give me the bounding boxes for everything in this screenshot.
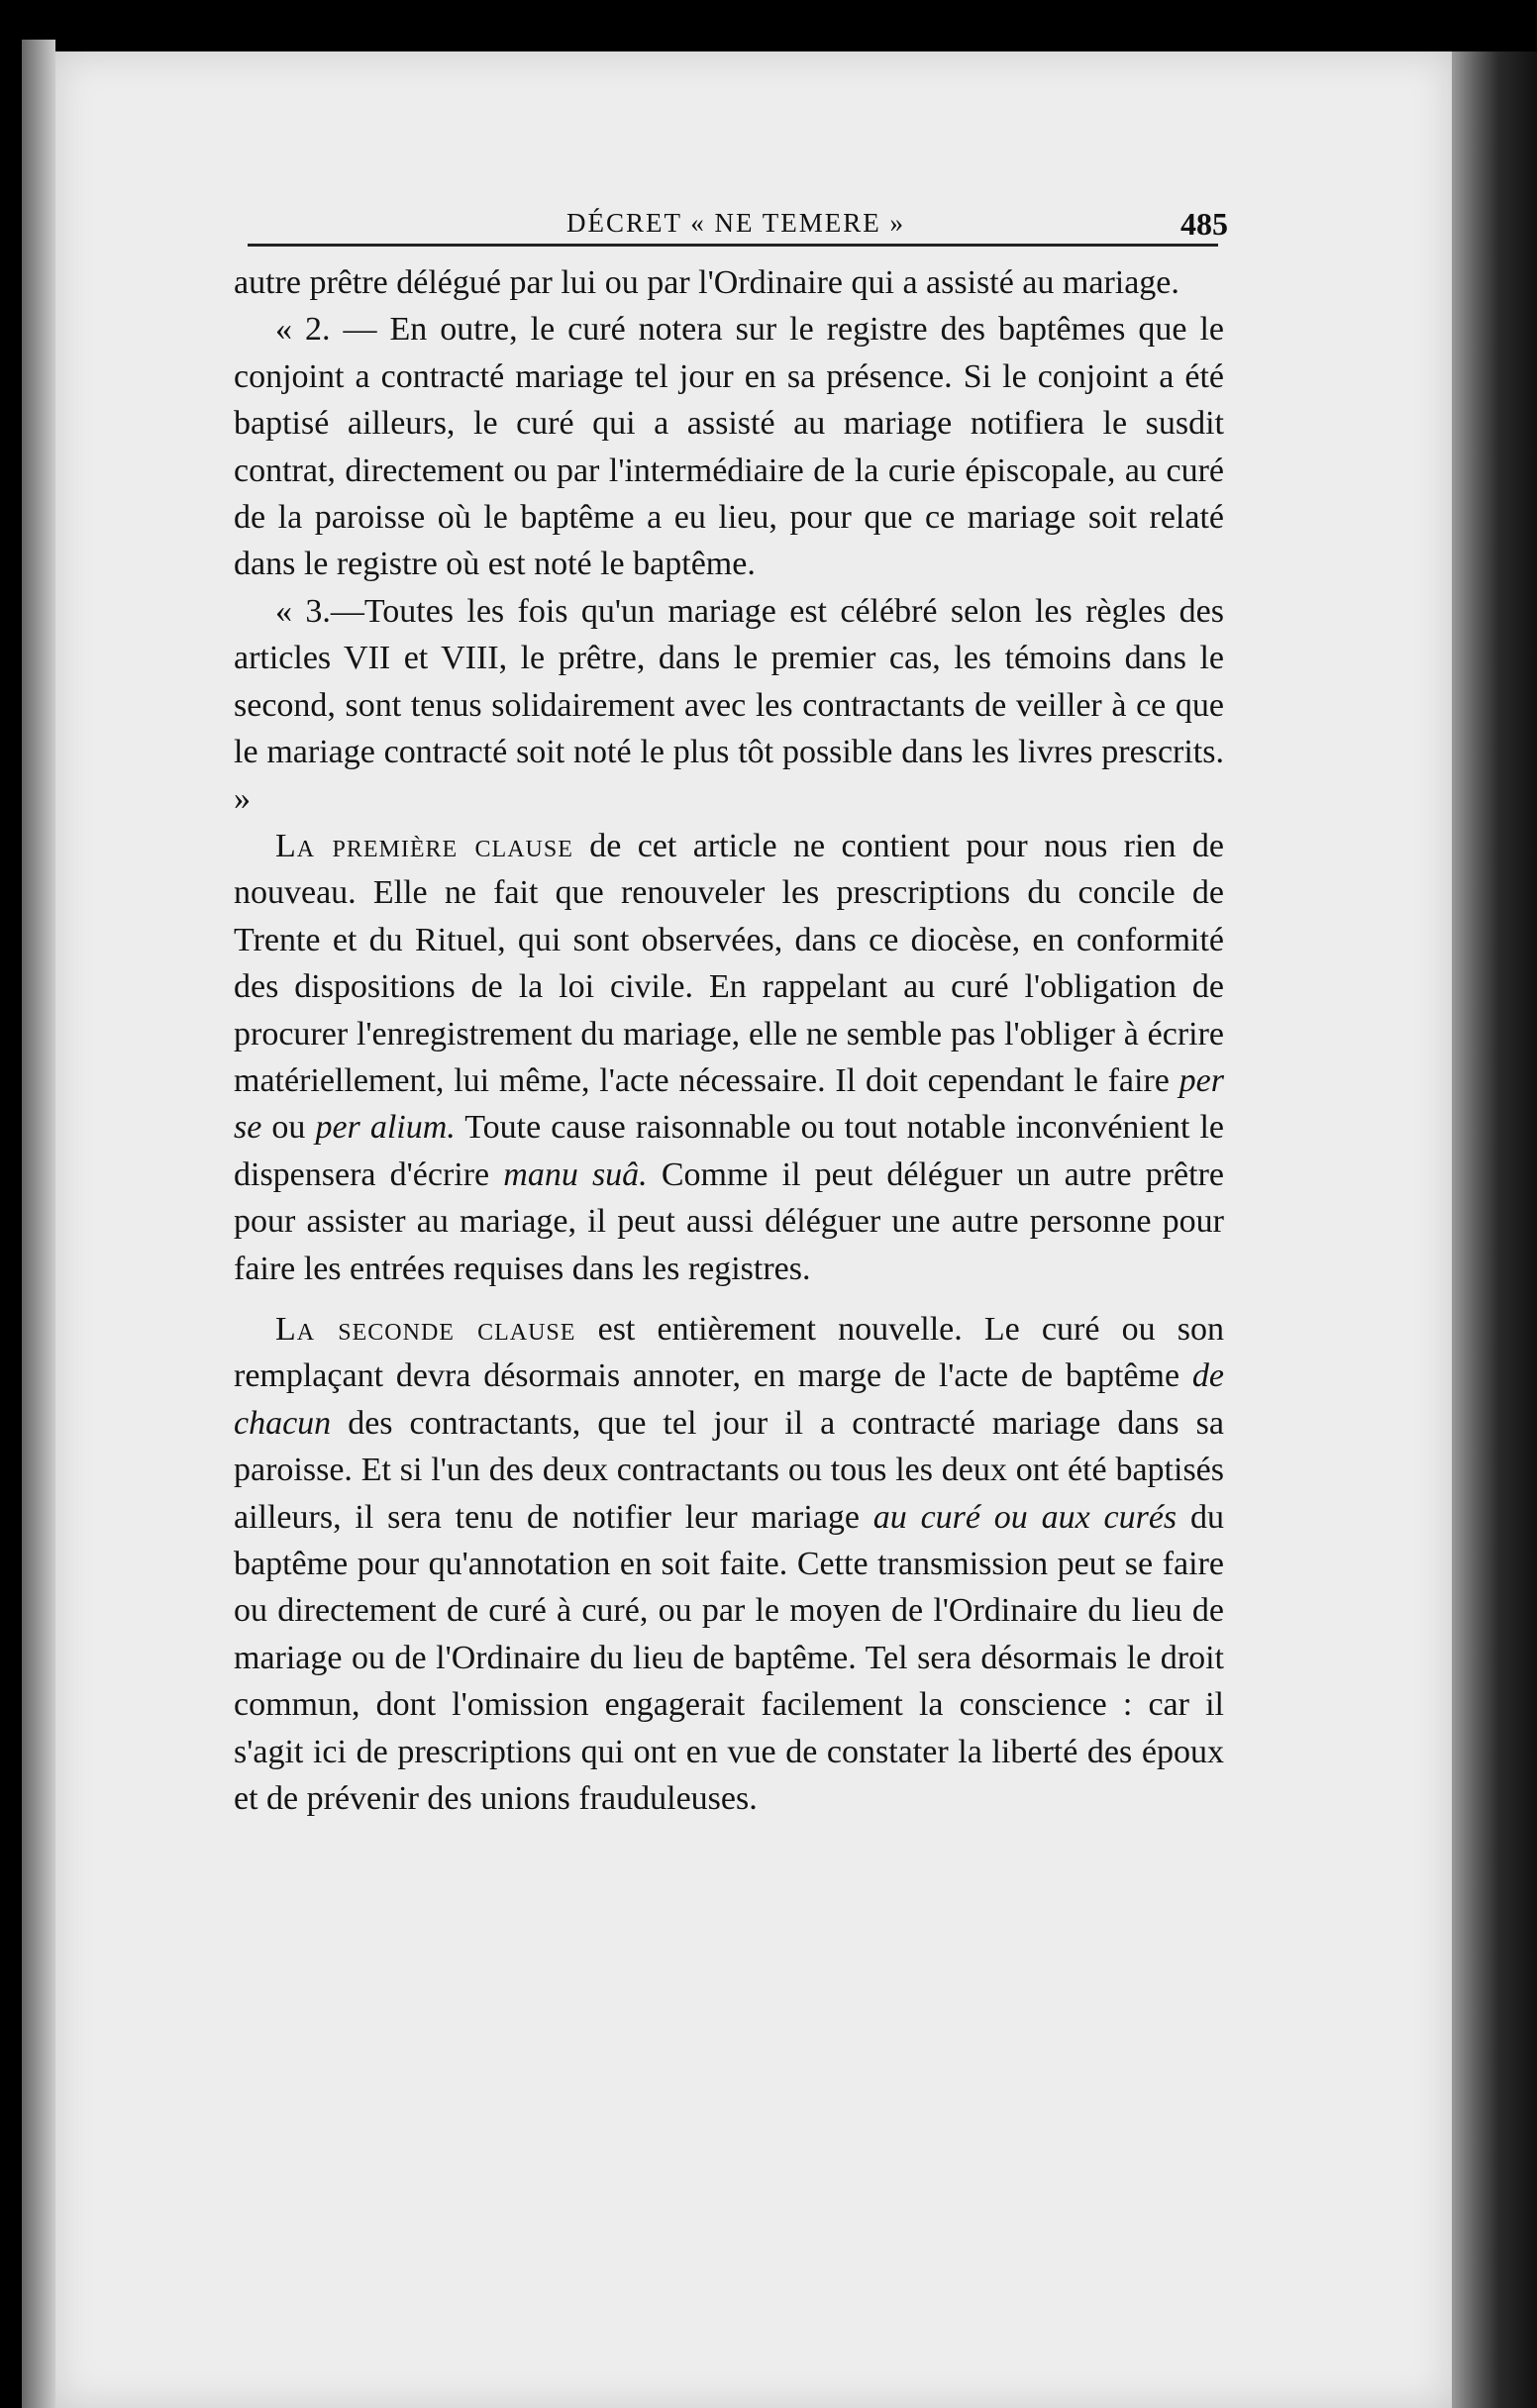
left-page-edge bbox=[22, 40, 55, 2408]
running-title: DÉCRET « NE TEMERE » bbox=[566, 208, 905, 238]
latin-per-alium: per alium. bbox=[315, 1109, 456, 1147]
latin-per-se: per se bbox=[234, 1061, 1224, 1147]
paragraph-4-text-c: Toute cause raisonnable ou tout notable inconvénient le dispensera d'écrire bbox=[234, 1109, 1225, 1193]
paragraph-5-text-c: du baptême pour qu'annotation en soit faite. Cette transmission peut se faire ou directement de curé à curé, ou par le moyen de l'Ordinaire du lieu de mariage ou de l'Ordinaire du lieu de baptême. Tel sera désormais le droit commun, dont l'omission engagerait facilement la conscience : car il s'agit ici de prescriptions qui ont en vue de constater la liberté des époux et de prévenir des unions frauduleuses. bbox=[234, 1498, 1224, 1817]
italic-de-chacun: de chacun bbox=[234, 1357, 1224, 1442]
latin-manu-sua: manu suâ. bbox=[503, 1155, 648, 1193]
paragraph-4-text-a: de cet article ne contient pour nous rien de nouveau. Elle ne fait que renouveler les prescriptions du concile de Trente et du Rituel, qui sont observées, dans ce diocèse, en conformité des dispositions de la loi civile. En rappelant au curé l'obligation de procurer l'enregistrement du mariage, elle ne semble pas l'obliger à écrire matériellement, lui même, l'acte nécessaire. Il doit cependant le faire bbox=[234, 827, 1224, 1099]
paragraph-1: autre prêtre délégué par lui ou par l'Ordinaire qui a assisté au mariage. bbox=[234, 264, 1179, 301]
body-text bbox=[234, 259, 1224, 1822]
paragraph-4-text-b: ou bbox=[261, 1109, 316, 1147]
paragraph-4 bbox=[234, 823, 1224, 1292]
page-header bbox=[248, 198, 1228, 257]
clause-heading-1: La première clause bbox=[275, 827, 573, 864]
paragraph-5-text-b: des contractants, que tel jour il a contracté mariage dans sa paroisse. Et si l'un des deux contractants ou tous les deux ont été baptisés ailleurs, il sera tenu de notifier leur mariage bbox=[234, 1404, 1224, 1536]
italic-au-cure: au curé ou aux curés bbox=[872, 1498, 1178, 1536]
book-spine-edge bbox=[1452, 51, 1537, 2408]
page-number: 485 bbox=[1180, 206, 1228, 242]
paragraph-4-text-d: Comme il peut déléguer un autre prêtre pour assister au mariage, il peut aussi déléguer une autre personne pour faire les entrées requises dans les registres. bbox=[234, 1155, 1224, 1287]
clause-heading-2: La seconde clause bbox=[275, 1310, 576, 1348]
paragraph-3: « 3.—Toutes les fois qu'un mariage est célébré selon les règles des articles VII et VIII, le prêtre, dans le premier cas, les témoins dans le second, sont tenus solidairement avec les contractants de veiller à ce que le mariage contracté soit noté le plus tôt possible dans les livres prescrits. » bbox=[234, 592, 1224, 818]
header-rule bbox=[248, 244, 1218, 247]
paragraph-5 bbox=[234, 1306, 1224, 1822]
paragraph-2: « 2. — En outre, le curé notera sur le registre des baptêmes que le conjoint a contracté mariage tel jour en sa présence. Si le conjoint a été baptisé ailleurs, le curé qui a assisté au mariage notifiera le susdit contrat, directement ou par l'intermédiaire de la curie épiscopale, au curé de la paroisse où le baptême a eu lieu, pour que ce mariage soit relaté dans le registre où est noté le baptême. bbox=[234, 311, 1224, 583]
paragraph-5-text-a: est entièrement nouvelle. Le curé ou son remplaçant devra désormais annoter, en marge de l'acte de baptême bbox=[234, 1310, 1224, 1395]
